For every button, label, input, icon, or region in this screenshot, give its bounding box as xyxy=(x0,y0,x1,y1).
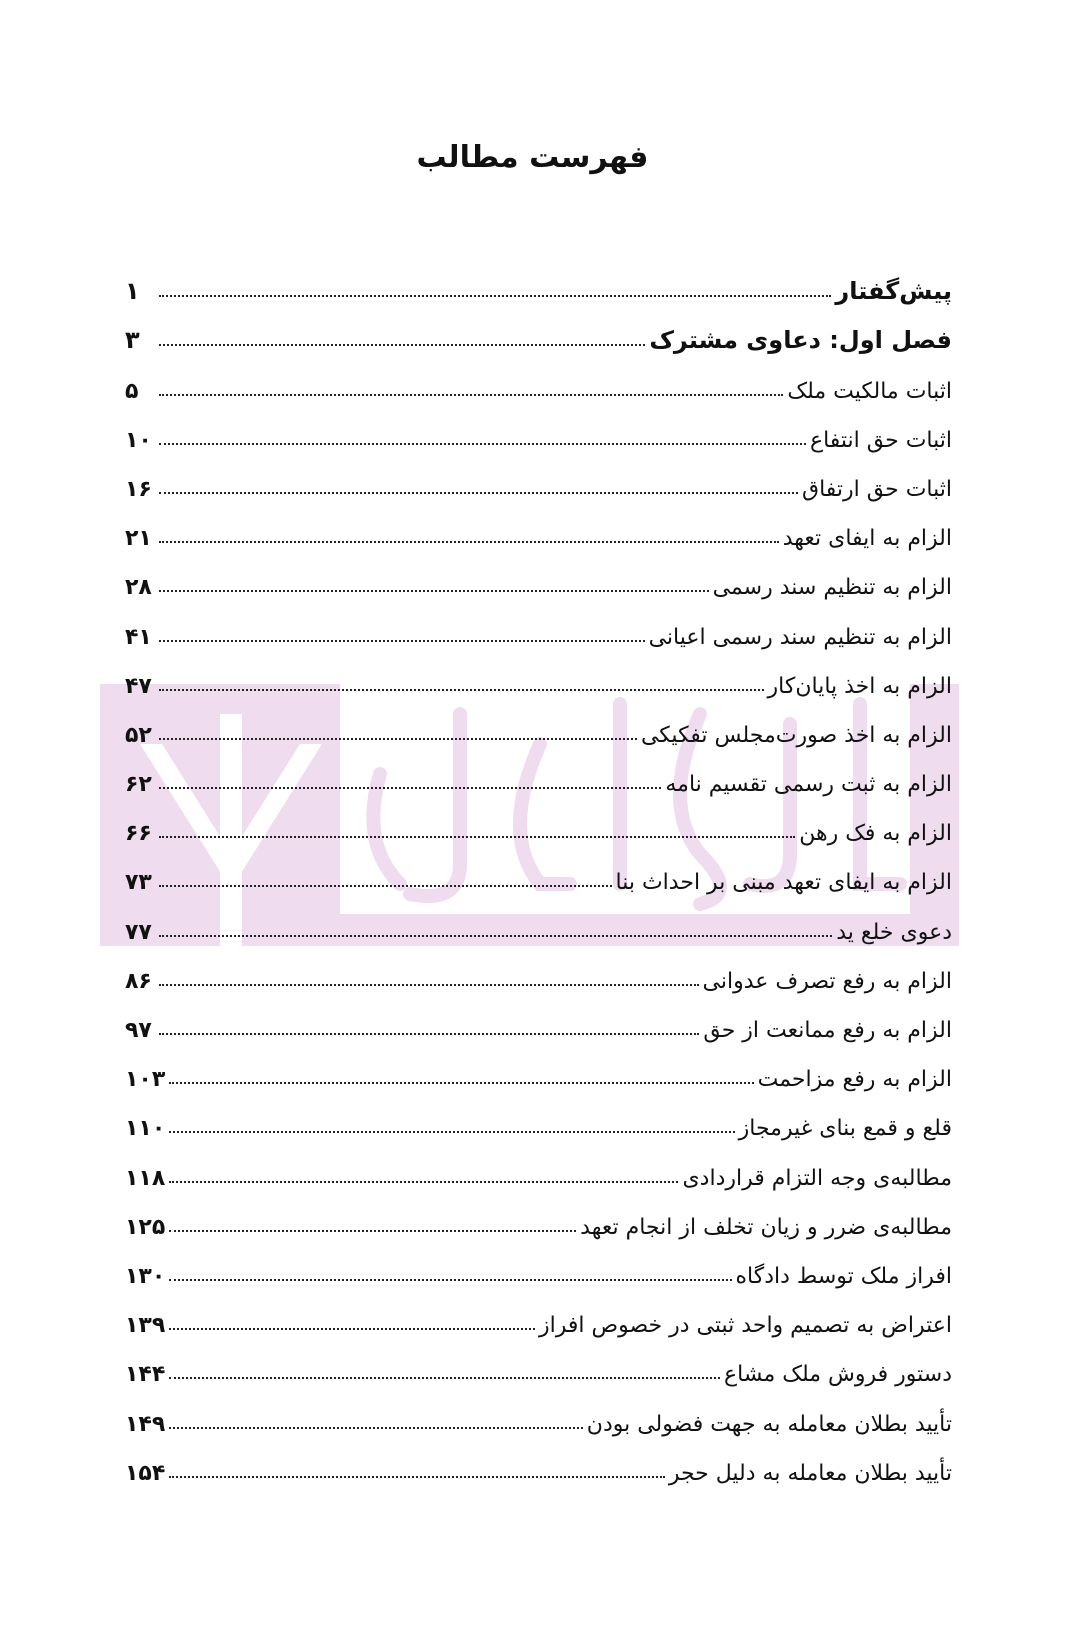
dot-leader xyxy=(159,1033,699,1035)
toc-entry-title: قلع و قمع بنای غیرمجاز xyxy=(738,1116,952,1142)
dot-leader xyxy=(169,1230,576,1232)
toc-entry-title: اعتراض به تصمیم واحد ثبتی در خصوص افراز xyxy=(539,1313,952,1339)
dot-leader xyxy=(169,1181,678,1183)
toc-entry[interactable] xyxy=(125,256,952,305)
toc-entry-title: الزام به رفع تصرف عدوانی xyxy=(702,968,952,994)
dot-leader xyxy=(169,1328,535,1330)
toc-entry[interactable] xyxy=(125,1289,952,1338)
dot-leader xyxy=(159,935,832,937)
dot-leader xyxy=(159,492,798,494)
dot-leader xyxy=(169,1476,665,1478)
dot-leader xyxy=(169,1082,753,1084)
toc-entry[interactable] xyxy=(125,404,952,453)
toc-entry[interactable] xyxy=(125,305,952,354)
dot-leader xyxy=(159,984,699,986)
toc-entry-page-number: ۳ xyxy=(125,326,140,355)
toc-entry-page-number: ۱۳۹ xyxy=(125,1313,166,1339)
dot-leader xyxy=(159,394,783,396)
toc-entry-page-number: ۱۱۰ xyxy=(125,1116,166,1142)
toc-entry-page-number: ۲۸ xyxy=(125,575,152,601)
dot-leader xyxy=(159,590,709,592)
dot-leader xyxy=(159,885,612,887)
toc-entry-title: الزام به ایفای تعهد مبنی بر احداث بنا xyxy=(615,870,952,896)
toc-entry[interactable] xyxy=(125,600,952,649)
dot-leader xyxy=(159,443,806,445)
toc-entry-title: الزام به اخذ پایان‌کار xyxy=(767,673,952,699)
toc-entry-title: الزام به ثبت رسمی تقسیم نامه xyxy=(665,772,952,798)
toc-entry-page-number: ۷۷ xyxy=(125,919,152,945)
toc-entry-title: فصل اول: دعاوی مشترک xyxy=(649,326,952,355)
toc-entry[interactable] xyxy=(125,945,952,994)
toc-entry-title: اثبات حق انتفاع xyxy=(809,427,952,453)
toc-entry-title: مطالبه‌ی ضرر و زیان تخلف از انجام تعهد xyxy=(580,1214,952,1240)
dot-leader xyxy=(169,1377,720,1379)
toc-entry-page-number: ۱۲۵ xyxy=(125,1214,166,1240)
toc-entry[interactable] xyxy=(125,502,952,551)
toc-entry-title: تأیید بطلان معامله به جهت فضولی بودن xyxy=(586,1411,952,1437)
toc-entry-page-number: ۹۷ xyxy=(125,1018,152,1043)
dot-leader xyxy=(169,1131,734,1133)
toc-entry[interactable] xyxy=(125,1240,952,1289)
toc-entry-title: الزام به رفع مزاحمت xyxy=(757,1067,952,1093)
toc-entry[interactable] xyxy=(125,1191,952,1240)
toc-entry-title: افراز ملک توسط دادگاه xyxy=(735,1263,952,1289)
toc-entry-page-number: ۶۲ xyxy=(125,772,152,798)
toc-entry-title: الزام به اخذ صورت‌مجلس تفکیکی xyxy=(640,722,952,748)
dot-leader xyxy=(159,689,764,691)
dot-leader xyxy=(159,295,831,297)
toc-entry[interactable] xyxy=(125,994,952,1043)
toc-entry-title: الزام به فک رهن xyxy=(799,821,952,847)
toc-entry-title: اثبات حق ارتفاق xyxy=(802,476,952,502)
toc-entry[interactable] xyxy=(125,699,952,748)
toc-entry-title: دعوی خلع ید xyxy=(836,919,952,945)
dot-leader xyxy=(159,836,795,838)
dot-leader xyxy=(159,541,779,543)
toc-entry-page-number: ۱۶ xyxy=(125,476,152,502)
toc-entry-page-number: ۵ xyxy=(125,378,139,404)
toc-entry-page-number: ۱۴۹ xyxy=(125,1411,166,1437)
toc-entry[interactable] xyxy=(125,1387,952,1436)
toc-entry-title: تأیید بطلان معامله به دلیل حجر xyxy=(668,1460,952,1486)
page-title: فهرست مطالب xyxy=(416,140,649,175)
toc-entry[interactable] xyxy=(125,1092,952,1141)
toc-entry-page-number: ۲۱ xyxy=(125,526,152,552)
toc-entry-title: الزام به تنظیم سند رسمی xyxy=(712,575,952,601)
toc-entry[interactable] xyxy=(125,551,952,600)
toc-entry[interactable] xyxy=(125,895,952,944)
toc-entry-page-number: ۱۰۳ xyxy=(125,1067,166,1093)
toc-entry[interactable] xyxy=(125,748,952,797)
toc-entry-page-number: ۵۲ xyxy=(125,722,152,748)
toc-entry-page-number: ۱۳۰ xyxy=(125,1263,166,1289)
toc-entry-page-number: ۱۰ xyxy=(125,427,152,453)
toc-entry-title: دستور فروش ملک مشاع xyxy=(724,1362,952,1388)
toc-entry[interactable] xyxy=(125,1338,952,1387)
toc-entry[interactable] xyxy=(125,1141,952,1190)
dot-leader xyxy=(159,640,645,642)
toc-entry-page-number: ۱۵۴ xyxy=(125,1460,166,1486)
dot-leader xyxy=(169,1427,582,1429)
toc-entry[interactable] xyxy=(125,453,952,502)
table-of-contents xyxy=(125,256,952,1486)
toc-entry[interactable] xyxy=(125,797,952,846)
toc-entry-title: الزام به ایفای تعهد xyxy=(782,526,952,552)
toc-entry-page-number: ۸۶ xyxy=(125,968,152,994)
toc-entry[interactable] xyxy=(125,1043,952,1092)
dot-leader xyxy=(159,738,637,740)
toc-entry-page-number: ۷۳ xyxy=(125,870,152,896)
toc-entry[interactable] xyxy=(125,354,952,403)
toc-entry-page-number: ۴۱ xyxy=(125,624,152,650)
dot-leader xyxy=(159,787,661,789)
toc-entry[interactable] xyxy=(125,650,952,699)
toc-entry-page-number: ۱۴۴ xyxy=(125,1362,166,1388)
toc-entry-page-number: ۶۶ xyxy=(125,821,152,847)
toc-entry-title: مطالبه‌ی وجه التزام قراردادی xyxy=(682,1165,952,1191)
toc-entry-title: اثبات مالکیت ملک xyxy=(787,378,952,404)
dot-leader xyxy=(169,1279,731,1281)
dot-leader xyxy=(159,344,645,346)
toc-entry-title: الزام به رفع ممانعت از حق xyxy=(703,1018,952,1043)
toc-entry-title: الزام به تنظیم سند رسمی اعیانی xyxy=(648,624,952,650)
toc-entry[interactable] xyxy=(125,846,952,895)
toc-entry-title: پیش‌گفتار xyxy=(835,277,952,306)
toc-entry-page-number: ۱۱۸ xyxy=(125,1165,166,1191)
toc-entry-page-number: ۴۷ xyxy=(125,673,152,699)
toc-entry-page-number: ۱ xyxy=(125,277,140,306)
toc-entry[interactable] xyxy=(125,1437,952,1486)
